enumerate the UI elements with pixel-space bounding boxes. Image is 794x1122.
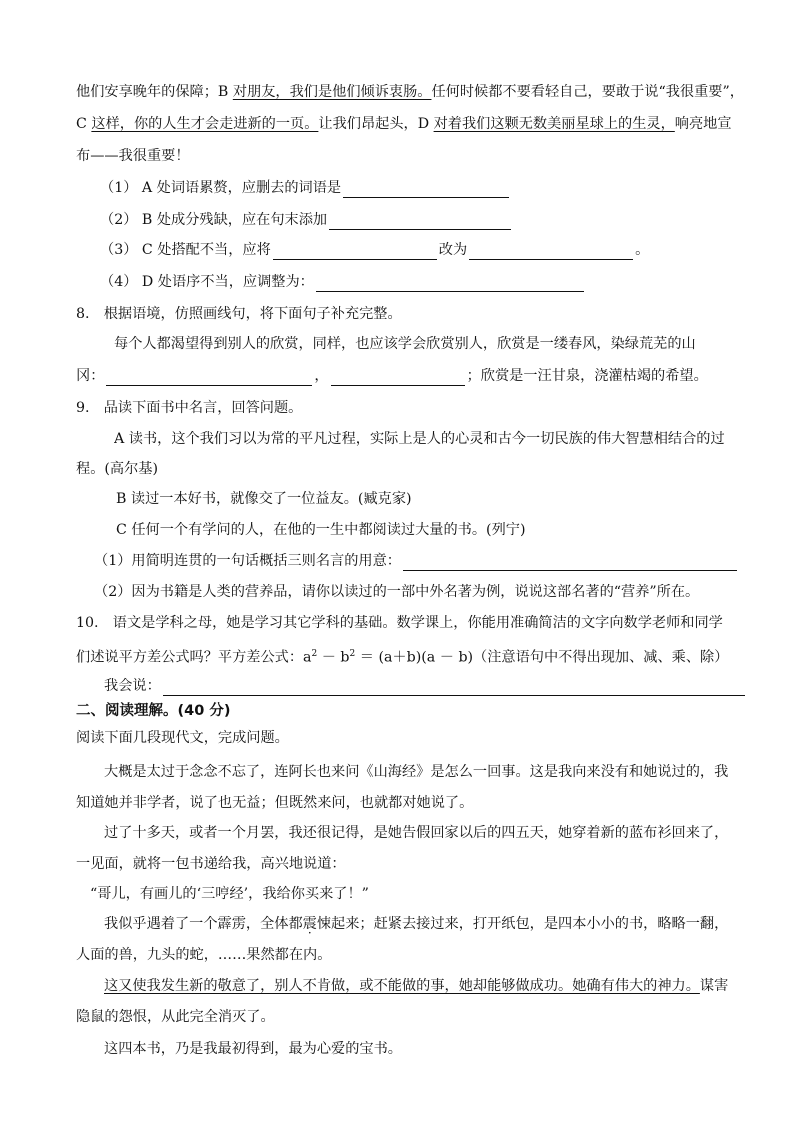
q10-line-1: 10. 语文是学科之母，她是学习其它学科的基础。数学课上，你能用准确简洁的文字向数学老师和同学 xyxy=(76,615,723,631)
q7-sub1-blank[interactable] xyxy=(343,182,509,198)
q9-sub2: （2）因为书籍是人类的营养品，请你以读过的一部中外名著为例，说说这部名著的“营养”所在。 xyxy=(94,584,700,600)
passage-p4-1 xyxy=(104,914,748,934)
q7-sub1 xyxy=(100,178,772,198)
q7-sub4-text: （4） D 处语序不当，应调整为： xyxy=(100,274,314,290)
passage-p6: 这四本书，乃是我最初得到，最为心爱的宝书。 xyxy=(104,1041,402,1057)
q10-sup-a: 2 xyxy=(311,649,318,659)
q7-sub3-text-b: 改为 xyxy=(438,242,468,258)
q10-line-3 xyxy=(104,676,748,696)
q8-text-1: 每个人都渴望得到别人的欣赏，同样，也应该学会欣赏别人，欣赏是一缕春风，染绿荒芜的山 xyxy=(114,336,696,352)
passage-p2-1: 过了十多天，或者一个月罢，我还很记得，是她告假回家以后的四五天，她穿着新的蓝布衫回来了， xyxy=(104,825,729,841)
q8-title: 8. 根据语境，仿照画线句，将下面句子补充完整。 xyxy=(76,306,402,322)
q7-sub2 xyxy=(100,210,772,230)
passage-p4-1-a: 我似乎遇着了一个霹雳，全体都 xyxy=(104,916,303,932)
passage-underlined-sentence: 这又使我发生新的敬意了，别人不肯做，或不能做的事，她却能够做成功。她确有伟大的神力。 xyxy=(104,978,700,994)
q7-sub3-text-c: 。 xyxy=(635,242,650,258)
q7-line1-a: 他们安享晚年的保障；B xyxy=(76,84,233,100)
q9-sub1 xyxy=(94,551,748,571)
q9-quote-a-2: 程。(高尔基) xyxy=(76,461,159,477)
passage-p1-2: 知道她并非学者，说了也无益；但既然来问，也就都对她说了。 xyxy=(76,795,474,811)
q7-sub2-blank[interactable] xyxy=(329,214,511,230)
q8-text2-c: ；欣赏是一汪甘泉，浇灌枯竭的希望。 xyxy=(466,368,708,384)
q7-sub4-blank[interactable] xyxy=(316,276,584,292)
passage-p5-1 xyxy=(104,976,748,996)
q10-line2-c: ＝ (a＋b)(a － b)（注意语句中不得出现加、减、乘、除） xyxy=(355,649,729,666)
passage-p3: “哥儿，有画儿的‘三哼经’，我给你买来了！” xyxy=(90,886,369,902)
q7-line2-a: C xyxy=(76,116,92,132)
q9-quote-c: C 任何一个有学问的人，在他的一生中都阅读过大量的书。(列宁) xyxy=(116,522,526,538)
q7-line-3: 布——我很重要！ xyxy=(76,148,190,164)
q10-line2-a: 们述说平方差公式吗？平方差公式：a xyxy=(76,649,312,666)
q9-sub1-blank[interactable] xyxy=(403,555,737,571)
passage-p4-2: 人面的兽，九头的蛇，……果然都在内。 xyxy=(76,947,332,963)
q10-sup-b: 2 xyxy=(349,649,356,659)
q8-text-2 xyxy=(76,366,748,386)
section-2-heading: 二、阅读理解。(40 分) xyxy=(76,703,231,719)
q7-sub3-text-a: （3） C 处搭配不当，应将 xyxy=(100,242,271,258)
emphasis-dot-char: 震 xyxy=(302,916,317,932)
q7-sub4 xyxy=(100,272,772,292)
q9-sub1-text: （1）用简明连贯的一句话概括三则名言的用意： xyxy=(94,553,401,569)
q7-sub3-blank-2[interactable] xyxy=(469,244,633,260)
passage-p4-1-b: 悚起来；赶紧去接过来，打开纸包，是四本小小的书，略略一翻， xyxy=(316,916,729,932)
q8-text2-b: ， xyxy=(314,368,329,384)
q9-quote-b: B 读过一本好书，就像交了一位益友。(臧克家) xyxy=(116,491,412,507)
q10-line-2 xyxy=(76,644,748,668)
q7-line2-b: 让我们昂起头，D xyxy=(318,116,434,132)
q9-title: 9. 品读下面书中名言，回答问题。 xyxy=(76,400,303,416)
passage-p2-2: 一见面，就将一包书递给我，高兴地说道： xyxy=(76,856,346,872)
section-2-intro: 阅读下面几段现代文，完成问题。 xyxy=(76,730,289,746)
q7-sub3-blank-1[interactable] xyxy=(273,244,437,260)
q8-blank-2[interactable] xyxy=(331,370,465,386)
q7-sub1-text: （1） A 处词语累赘，应删去的词语是 xyxy=(100,180,342,196)
q8-blank-1[interactable] xyxy=(106,370,312,386)
q8-text2-a: 冈： xyxy=(76,368,105,384)
q10-answer-blank[interactable] xyxy=(163,680,745,696)
q7-underlined-c: 这样，你的人生才会走进新的一页。 xyxy=(91,116,319,132)
passage-p5-1-b: 谋害 xyxy=(699,978,729,994)
passage-p5-2: 隐鼠的怨恨，从此完全消灭了。 xyxy=(76,1009,275,1025)
q7-underlined-b: 对朋友，我们是他们倾诉衷肠。 xyxy=(232,84,432,100)
q7-sub3 xyxy=(100,240,772,260)
q7-line-1 xyxy=(76,82,748,102)
q7-sub2-text: （2） B 处成分残缺，应在句末添加 xyxy=(100,212,328,228)
q10-answer-label: 我会说： xyxy=(104,678,161,694)
q7-line-2 xyxy=(76,114,748,134)
q7-line1-b: 任何时候都不要看轻自己，要敢于说“我很重要”， xyxy=(431,84,744,100)
q7-line2-c: 响亮地宣 xyxy=(674,116,732,132)
q10-line2-b: － b xyxy=(317,649,350,666)
q7-underlined-d: 对着我们这颗无数美丽星球上的生灵， xyxy=(433,116,675,132)
q9-quote-a-1: A 读书，这个我们习以为常的平凡过程，实际上是人的心灵和古今一切民族的伟大智慧相结合的过 xyxy=(114,431,725,447)
passage-p1-1: 大概是太过于念念不忘了，连阿长也来问《山海经》是怎么一回事。这是我向来没有和她说过的，我 xyxy=(104,764,729,780)
